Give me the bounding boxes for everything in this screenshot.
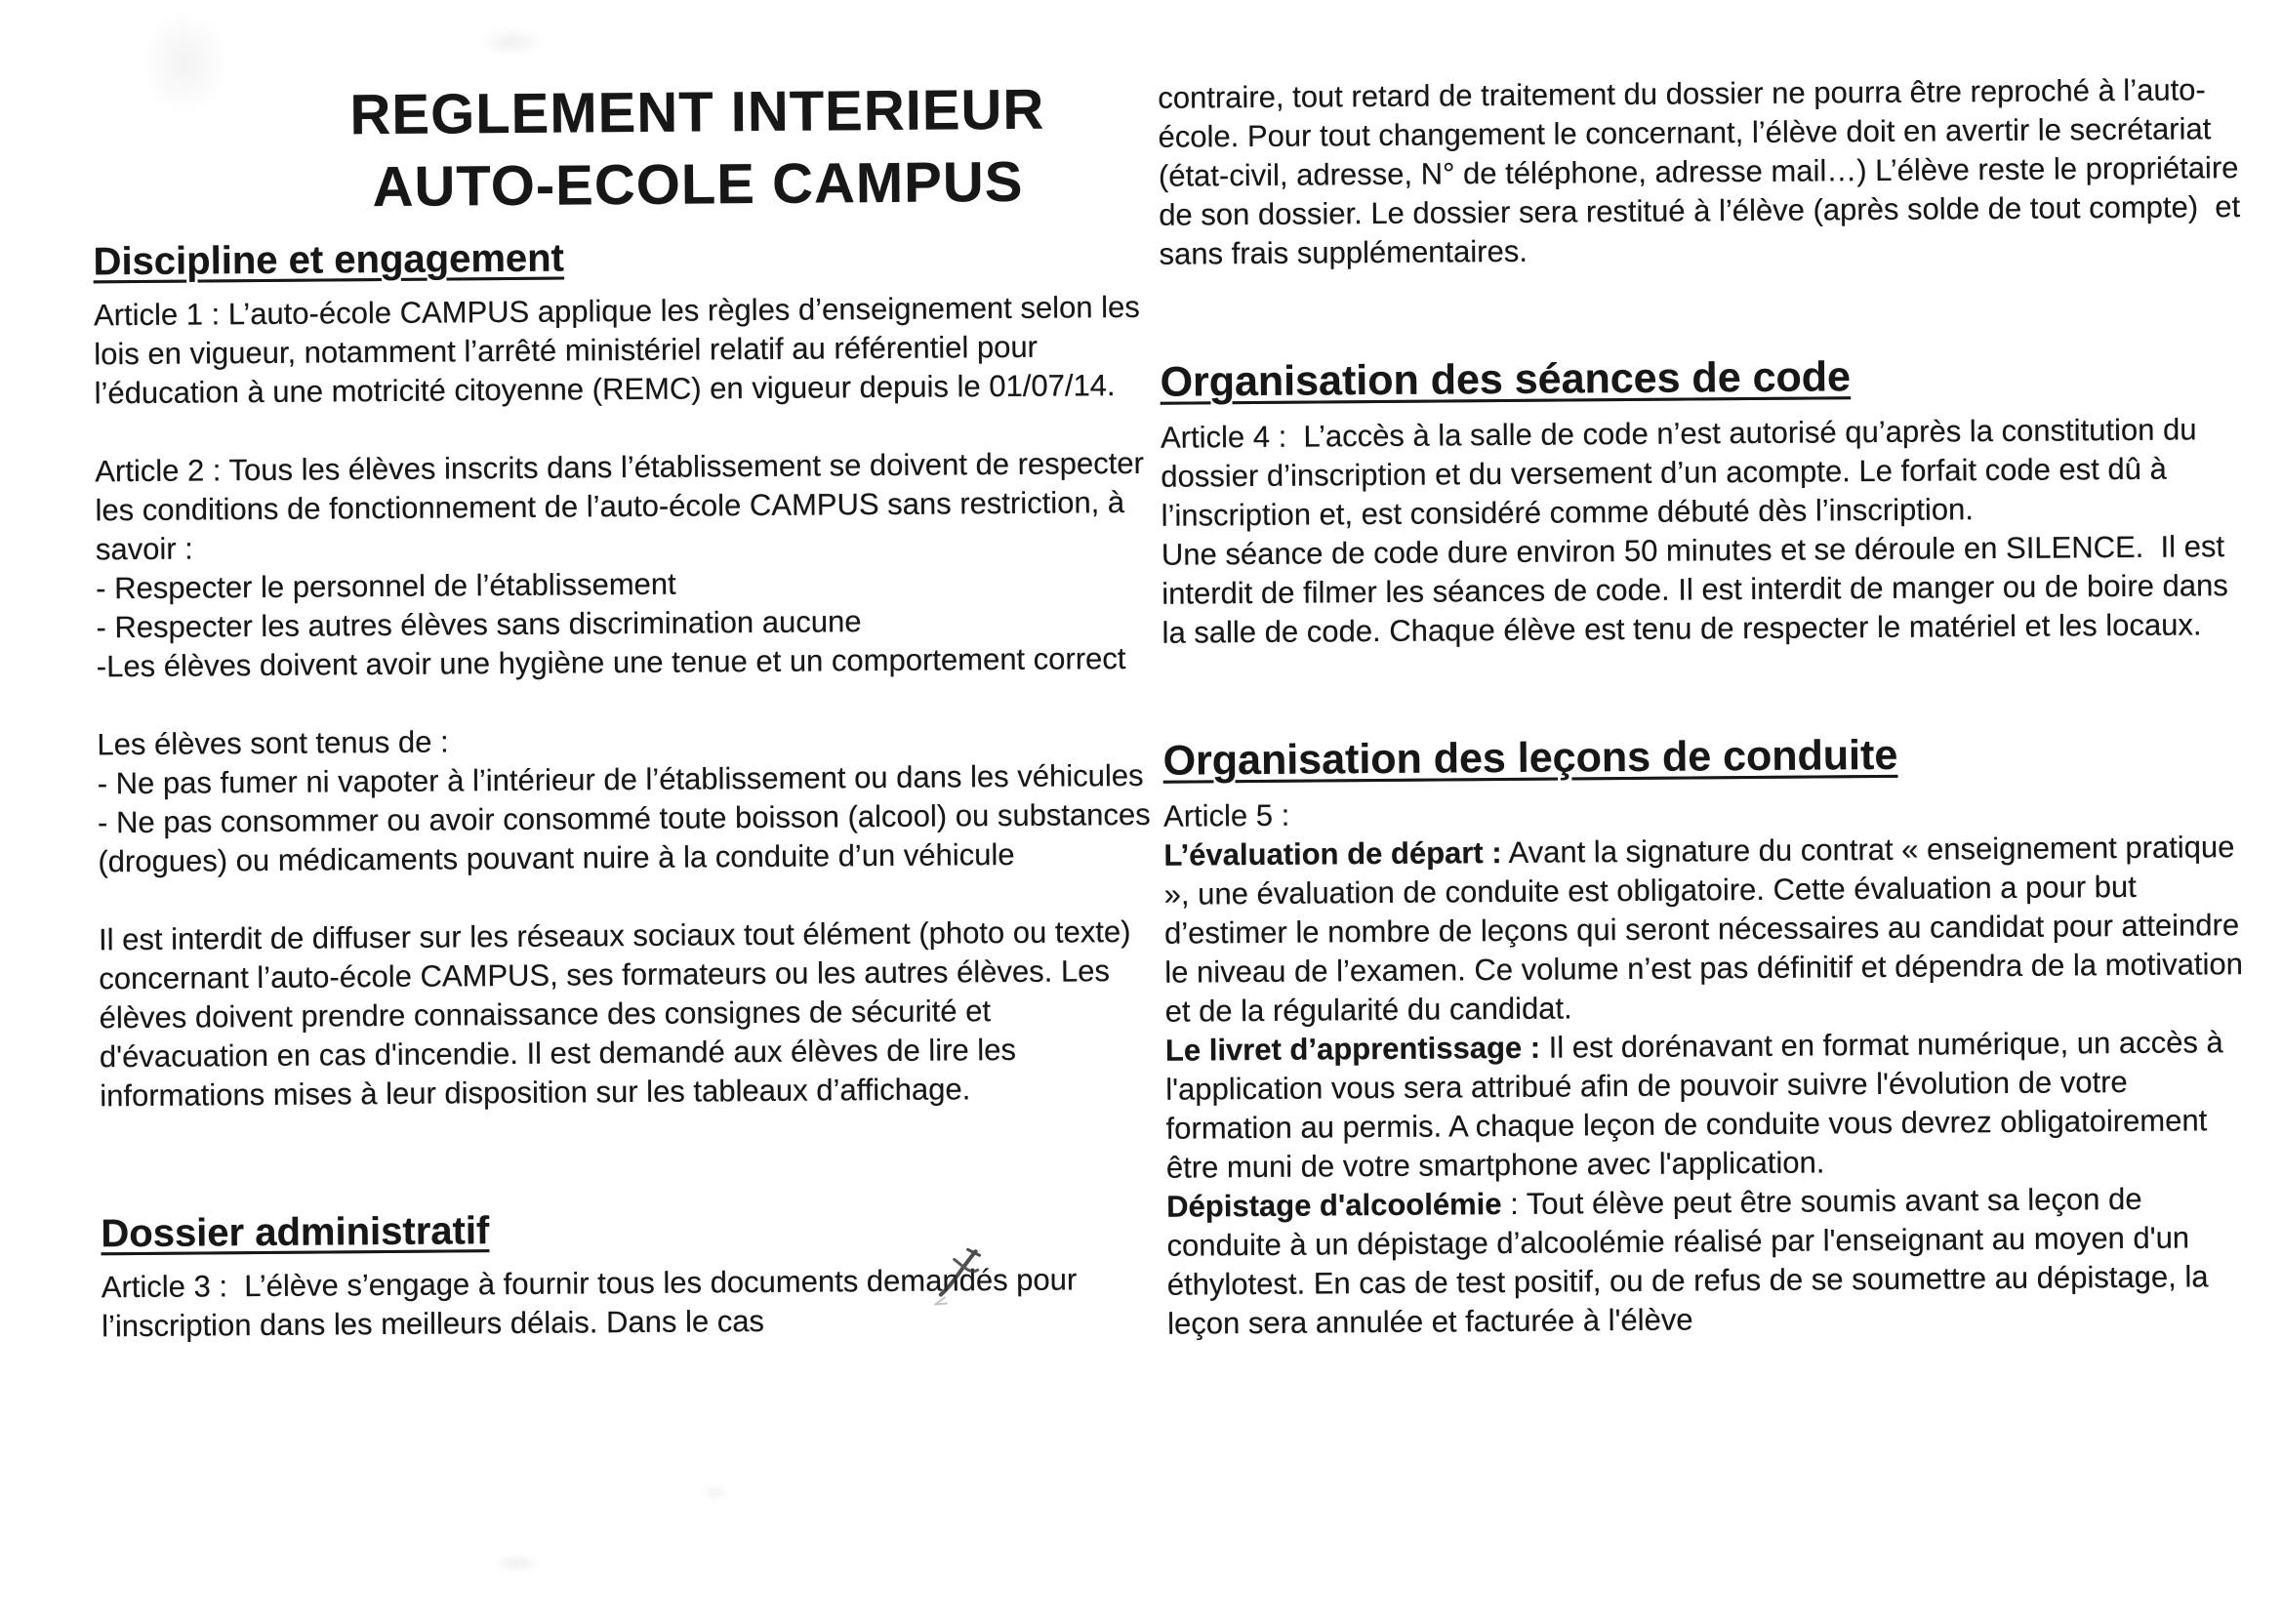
document-title-line-1: REGLEMENT INTERIEUR xyxy=(349,77,1045,147)
section-heading-dossier: Dossier administratif xyxy=(101,1209,490,1256)
paragraph-evaluation-depart xyxy=(1163,828,2253,1032)
document-title xyxy=(131,72,1264,225)
paragraph-social-media: Il est interdit de diffuser sur les réseaux sociaux tout élément (photo ou texte) concernant l’auto-école CAMPUS, ses formateurs ou les autres élèves. Les élèves doivent prendre connaissance des consignes de sécurité et d'évacuation en cas d'incendie. Il est demandé aux élèves de lire les informations mises à leur disposition sur les tableaux d’affichage. xyxy=(98,914,1131,1114)
right-column xyxy=(1158,70,2255,1344)
section-lecons-de-conduite xyxy=(1162,726,2255,1344)
article-2-rule: - Respecter les autres élèves sans discrimination aucune xyxy=(96,604,862,645)
section-seances-de-code xyxy=(1160,347,2249,653)
article-2-rule: -Les élèves doivent avoir une hygiène une tenue et un comportement correct xyxy=(96,641,1126,684)
article-2-rule: - Respecter le personnel de l’établissement xyxy=(96,566,676,606)
paragraph-article-2 xyxy=(95,444,1153,686)
paragraph-livret-apprentissage xyxy=(1165,1023,2254,1188)
depistage-alcoolemie-label: Dépistage d'alcoolémie xyxy=(1166,1187,1502,1224)
section-dossier-administratif xyxy=(101,1201,1158,1346)
obligation-item: - Ne pas consommer ou avoir consommé toute boisson (alcool) ou substances (drogues) ou médicaments pouvant nuire à la conduite d’un véhicule xyxy=(97,796,1151,879)
scan-smudge-artifact xyxy=(700,1483,729,1501)
section-heading-conduite: Organisation des leçons de conduite xyxy=(1162,731,1898,785)
paragraph-article-3: Article 3 : L’élève s’engage à fournir tous les documents demandés pour l’inscription dans les meilleurs délais. Dans le cas xyxy=(101,1262,1078,1344)
paragraph-article-4: Article 4 : L’accès à la salle de code n’est autorisé qu’après la constitution du dossier d’inscription et du versement d’un acompte. Le forfait code est dû à l’inscription et, est considéré comme débuté dès l’inscription. xyxy=(1160,412,2197,533)
depistage-alcoolemie-text: : Tout élève peut être soumis avant sa leçon de conduite à un dépistage d’alcoolémie réalisé par l'enseignant au moyen d'un éthylotest. En cas de test positif, ou de refus de se soumettre au dépistage, la leçon sera annulée et facturée à l'élève xyxy=(1166,1181,2209,1341)
obligations-intro: Les élèves sont tenus de : xyxy=(97,724,449,762)
livret-apprentissage-text: Il est dorénavant en format numérique, un accès à l'application vous sera attribué afin de pouvoir suivre l'évolution de votre formation au permis. A chaque leçon de conduite vous devrez obligatoirement être muni de votre smartphone avec l'application. xyxy=(1165,1025,2223,1185)
document-title-line-2: AUTO-ECOLE CAMPUS xyxy=(372,149,1024,220)
paragraph-seance-de-code: Une séance de code dure environ 50 minutes et se déroule en SILENCE. Il est interdit de filmer les séances de code. Il est interdit de manger ou de boire dans la salle de code. Chaque élève est tenu de respecter le matériel et les locaux. xyxy=(1161,529,2228,650)
evaluation-depart-text: Avant la signature du contrat « enseignement pratique », une évaluation de conduite est obligatoire. Cette évaluation a pour but d’estimer le nombre de leçons qui seront nécessaires au candidat pour atteindre le niveau de l’examen. Ce volume n’est pas définitif et dépendra de la motivation et de la régularité du candidat. xyxy=(1163,830,2244,1029)
pencil-scribble-mark xyxy=(931,1243,993,1308)
paragraph-article-5: Article 5 : xyxy=(1162,797,1290,833)
paragraph-depistage-alcoolemie xyxy=(1166,1179,2255,1344)
evaluation-depart-label: L’évaluation de départ : xyxy=(1163,835,1502,873)
paragraph-article-1: Article 1 : L’auto-école CAMPUS applique les règles d’enseignement selon les lois en vigueur, notamment l’arrêté ministériel relatif au référentiel pour l’éducation à une motricité citoyenne (REMC) en vigueur depuis le 01/07/14. xyxy=(93,289,1140,411)
section-discipline xyxy=(93,229,1156,1116)
article-2-intro: Article 2 : Tous les élèves inscrits dans l’établissement se doivent de respecter les conditions de fonctionnement de l’auto-école CAMPUS sans restriction, à savoir : xyxy=(95,445,1144,567)
section-heading-discipline: Discipline et engagement xyxy=(93,236,565,284)
left-column xyxy=(93,229,1158,1346)
scan-smudge-artifact xyxy=(492,1554,543,1573)
section-heading-code: Organisation des séances de code xyxy=(1160,353,1852,406)
paragraph-obligations xyxy=(97,717,1154,881)
scan-smudge-artifact xyxy=(477,27,546,58)
livret-apprentissage-label: Le livret d’apprentissage : xyxy=(1164,1030,1541,1068)
obligation-item: - Ne pas fumer ni vapoter à l’intérieur de l’établissement ou dans les véhicules xyxy=(97,757,1144,801)
paragraph-article-3-continuation: contraire, tout retard de traitement du dossier ne pourra être reproché à l’auto-école. Pour tout changement le concernant, l’élève doit en avertir le secrétariat (état-civil, adresse, N° de téléphone, adresse mail…) L’élève reste le propriétaire de son dossier. Le dossier sera restitué à l’élève (après solde de tout compte) et sans frais supplémentaires. xyxy=(1158,72,2241,271)
paragraph-article-3-wrap xyxy=(102,1260,1159,1346)
